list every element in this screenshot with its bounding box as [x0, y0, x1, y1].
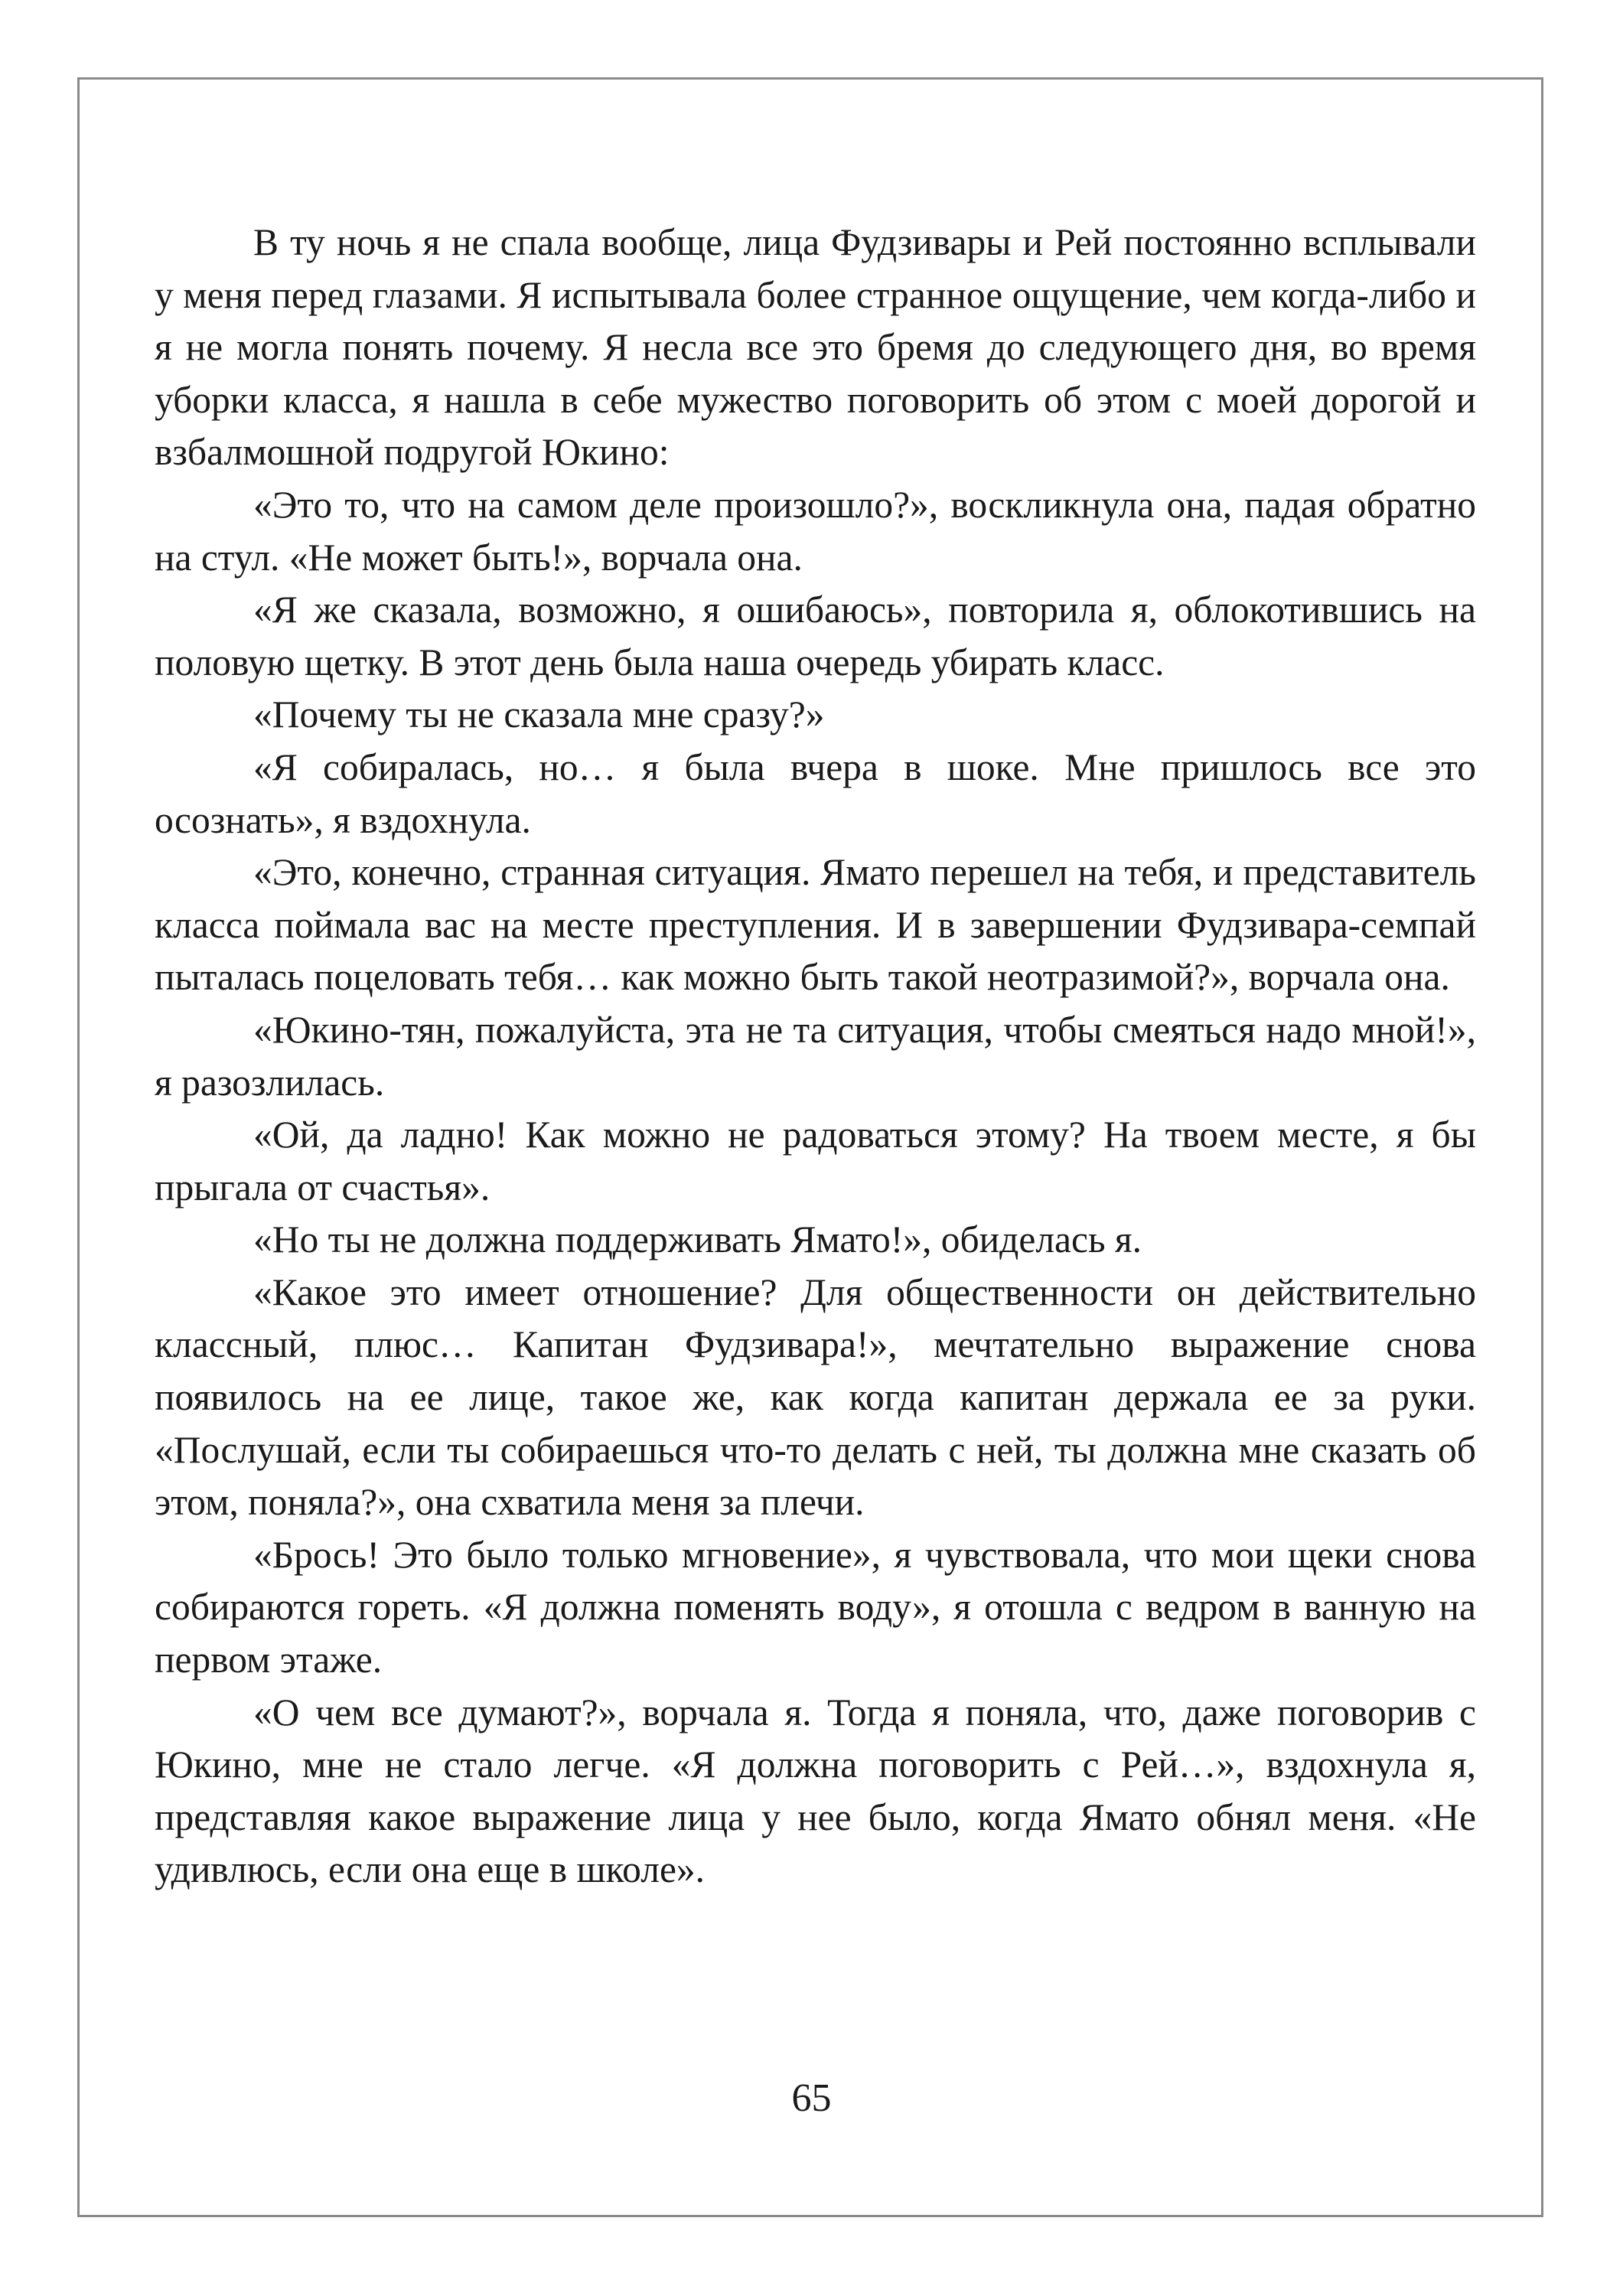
paragraph: «Это то, что на самом деле произошло?», воскликнула она, падая обратно на стул. «Не может быть!», ворчала она. [155, 483, 1476, 579]
body-text [155, 217, 1476, 1896]
paragraph: «Но ты не должна поддерживать Ямато!», обиделась я. [253, 1218, 1142, 1261]
paragraph: «Какое это имеет отношение? Для общественности он действительно классный, плюс… Капитан Фудзивара!», мечтательно выражение снова появилось на ее лице, такое же, как когда капитан держала ее за руки. «Послушай, если ты собираешься что-то делать с ней, ты должна мне сказать об этом, поняла?», она схватила меня за плечи. [155, 1270, 1476, 1524]
paragraph: «Я же сказала, возможно, я ошибаюсь», повторила я, облокотившись на половую щетку. В этот день была наша очередь убирать класс. [155, 589, 1476, 683]
paragraph: «Это, конечно, странная ситуация. Ямато перешел на тебя, и представитель класса поймала вас на месте преступления. И в завершении Фудзивара-семпай пыталась поцеловать тебя… как можно быть такой неотразимой?», ворчала она. [155, 851, 1476, 999]
paragraph: «Брось! Это было только мгновение», я чувствовала, что мои щеки снова собираются гореть. «Я должна поменять воду», я отошла с ведром в ванную на первом этаже. [155, 1533, 1476, 1681]
paragraph: «Ой, да ладно! Как можно не радоваться этому? На твоем месте, я бы прыгала от счастья». [155, 1114, 1476, 1208]
paragraph: «О чем все думают?», ворчала я. Тогда я поняла, что, даже поговорив с Юкино, мне не стало легче. «Я должна поговорить с Рей…», вздохнула я, представляя какое выражение лица у нее было, когда Ямато обнял меня. «Не удивлюсь, если она еще в школе». [155, 1691, 1476, 1891]
paragraph: «Юкино-тян, пожалуйста, эта не та ситуация, чтобы смеяться надо мной!», я разозлилась. [155, 1008, 1476, 1104]
paragraph: «Почему ты не сказала мне сразу?» [253, 693, 825, 736]
paragraph: В ту ночь я не спала вообще, лица Фудзивары и Рей постоянно всплывали у меня перед глазами. Я испытывала более странное ощущение, чем когда-либо и я не могла понять почему. Я несла все это бремя до следующего дня, во время уборки класса, я нашла в себе мужество поговорить об этом с моей дорогой и взбалмошной подругой Юкино: [155, 221, 1476, 474]
paragraph: «Я собиралась, но… я была вчера в шоке. Мне пришлось все это осознать», я вздохнула. [155, 745, 1476, 841]
page-number: 65 [791, 2076, 832, 2120]
